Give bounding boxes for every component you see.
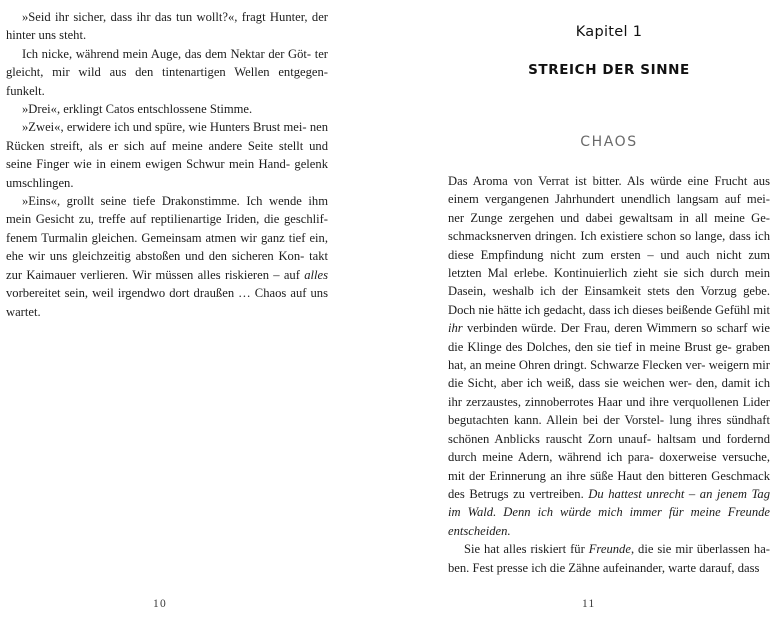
paragraph: »Drei«, erklingt Catos entschlossene Stimme. (22, 102, 253, 117)
emphasis: ihr (448, 321, 463, 336)
page-number: 11 (582, 598, 596, 610)
emphasis: alles (304, 267, 328, 282)
emphasis: für meine Freunde entscheiden. (448, 505, 770, 538)
paragraph: »Seid ihr sicher, dass ihr das tun wollt?«, fragt Hunter, der hinter uns steht. (6, 10, 328, 43)
page-number: 10 (153, 598, 167, 610)
emphasis: unrecht – an jenem Tag im Wald. Denn ich würde mich immer (448, 486, 771, 520)
section-title: CHAOS (580, 134, 638, 150)
right-page (390, 0, 779, 623)
paragraph: »Eins«, grollt seine tiefe Drakonstimme. Ich wende ihm mein Gesicht zu, treffe auf reptilienartige Iriden, die geschlif- fenem Turmalin gleichen. Gemeinsam atmen wir ganz tief ein, ehe wir uns gleichzeitig abstoßen und den sicheren Kon- takt zur Kaimauer verlieren. Wir müssen alles riskieren – auf alles vorbereitet sein, weil irgendwo dort draußen … Chaos auf uns wartet. (6, 194, 329, 319)
chapter-label: Kapitel 1 (575, 24, 643, 40)
emphasis: Freunde (588, 542, 631, 557)
left-page-body (6, 8, 328, 321)
emphasis: Du hattest (588, 486, 642, 501)
paragraph: Sie hat alles riskiert für Freunde, die sie mir überlassen ha- ben. Fest presse ich die Zähne aufeinander, warte darauf, dass (448, 542, 770, 575)
paragraph: »Zwei«, erwidere ich und spüre, wie Hunters Brust mei- nen Rücken streift, als er sich auf meine andere Seite stellt und seine Finger wie in einem ewigen Schwur mein Hand- gelenk umschlingen. (6, 120, 328, 190)
paragraph: Ich nicke, während mein Auge, das dem Nektar der Göt- ter gleicht, mir wild aus den tintenartigen Wellen entgegen- funkelt. (6, 46, 328, 98)
paragraph: Das Aroma von Verrat ist bitter. Als würde eine Frucht aus einem vergangenen Jahrhundert unendlich langsam auf mei- ner Zunge zergehen und dabei gewaltsam in all meine Ge- schmacksnerven dringen. Ich existiere schon so lange, dass ich diese Empfindung nicht zum ersten – und auch nicht zum letzten Mal erlebe. Kontinuierlich zieht sie sich durch mein Dasein, weshalb ich der Einsamkeit stets den Vorzug gebe. Doch nie hätte ich gedacht, dass ich dieses beißende Gefühl mit ihr verbinden würde. Der Frau, deren Wimmern so scharf wie die Klinge des Dolches, den sie tief in meine Brust ge- graben hat, an meine Ohren dringt. Schwarze Flecken ver- weigern mir die Sicht, aber ich weiß, dass sie weichen wer- den, damit ich ihr zerzaustes, zinnoberrotes Haar und ihre verquollenen Lider begutachten kann. Allein bei der Vorstel- lung ihres sündhaft schönen Anblicks rauscht Zorn unauf- haltsam und fordernd durch meine Adern, während ich para- doxerweise versuche, mit der Erinnerung an ihre süße Haut den bitteren Geschmack des Betrugs zu vertreiben. Du hattest unrecht – an jenem Tag im Wald. Denn ich würde mich immer für meine Freunde entscheiden. (448, 174, 771, 538)
right-page-body (448, 172, 770, 577)
chapter-title: STREICH DER SINNE (528, 62, 690, 78)
